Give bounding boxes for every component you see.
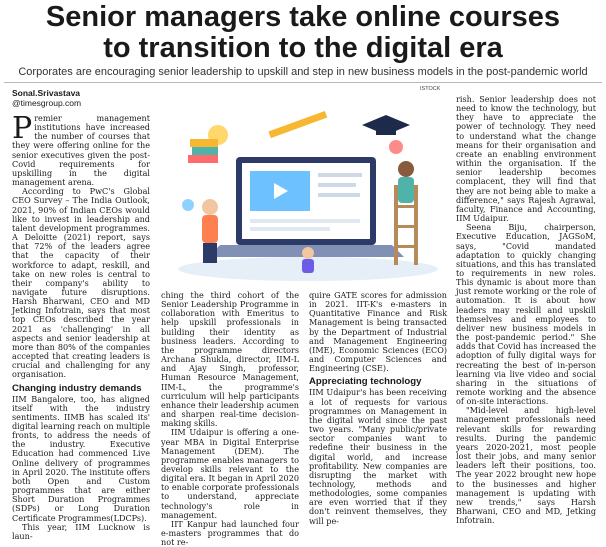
- paragraph: Seena Biju, chairperson, Executive Education, JAGSoM, says, "Covid mandated adaptation to quickly changing situations, and this has translated to requirements in new roles. This dynamic is about more than just remote working or the role of automation. It is about how leaders may reskill and upskill themselves and employees to deliver new business models in the post-pandemic period." She adds that Covid has increased the adoption of fully digital ways for recreating the best of in-person learning via live video and social sharing in the situations of remote working and the absence of on-site interactions.: [456, 222, 596, 407]
- paragraph: rish. Senior leadership does not need to know the technology, but they have to appreciate the power of technology. They need to understand what the change means for their organisation and create an enabling environment within the organisation. If the senior leadership becomes complacent, they will find that they are not being able to make a difference," says Rajesh Agrawal, faculty, Finance and Accounting, IIM Udaipur.: [456, 94, 596, 224]
- text-line: [250, 219, 360, 223]
- headline-line-2: to transition to the digital era: [103, 32, 503, 64]
- book-icon: [188, 155, 218, 163]
- paragraph: IIM Udaipur's has been receiving a lot of requests for various programmes on Management in the digital world since the past two years. "Many public/private sector companies want to redefine their business in the digital world, and increase profitability. New companies are disrupting the market with technology, methods and methodologies, some companies are even worried that if they don't reinvent themselves, they will pe-: [309, 387, 447, 526]
- decor-circle: [389, 140, 403, 154]
- text-line: [318, 173, 362, 177]
- photo-credit: ISTOCK: [420, 86, 441, 92]
- paragraph: "Mid-level and high-level management professionals need relevant skills for rewarding results. During the pandemic years 2020-2021, most people lost their jobs, and many senior leaders left their positions, too. The year 2022 brought new hope to the businesses and higher management is updating with new trends," says Harsh Bharwani, CEO and MD, Jetking Infotrain.: [456, 405, 596, 526]
- book-icon: [192, 147, 218, 155]
- byline-name: Sonal.Srivastava: [12, 88, 81, 98]
- headline-line-1: Senior managers take online courses: [45, 1, 561, 33]
- article-column-2: [161, 291, 299, 547]
- header-divider: [4, 82, 602, 83]
- text-line: [318, 183, 356, 187]
- person-body: [398, 177, 414, 203]
- person-head: [202, 199, 218, 215]
- text-line: [250, 227, 330, 231]
- ladder-rung: [394, 205, 418, 208]
- paragraph: IIM Udaipur is offering a one-year MBA in Digital Enterprise Management (DEM). The programme enables managers to develop skills relevant to the digital era. It began in April 2020 to enable corporate professionals to understand, appreciate technology's role in management.: [161, 427, 299, 520]
- text-line: [318, 193, 360, 197]
- paragraph: [12, 111, 150, 188]
- paragraph: IIT Kanpur had launched four e-masters programmes that do not re-: [161, 518, 299, 547]
- paragraph: This year, IIM Lucknow is laun-: [12, 521, 150, 541]
- article-column-4: [456, 95, 596, 525]
- ladder-rung: [394, 225, 418, 228]
- person-head: [398, 161, 414, 177]
- subheadline: Corporates are encouraging senior leadership to upskill and step in new business models in the post-pandemic world: [18, 66, 588, 78]
- drop-cap: P: [12, 111, 33, 146]
- book-icon: [190, 139, 218, 147]
- paragraph-text: remier management institutions have increased the number of courses that they were offering online for the senior executives given the post-Covid requirements for upskilling in the digital management arena.: [12, 113, 150, 188]
- paragraph: quire GATE scores for admission in 2021. IIT-K's e-masters in Quantitative Finance and Risk Management is being transacted by the Department of Industrial and Management Engineering (IME), Economic Sciences (ECO) and Computer Sciences and Engineering (CSE).: [309, 290, 447, 374]
- graduation-cap-base: [376, 127, 396, 135]
- paragraph: According to PwC's Global CEO Survey – The India Outlook, 2021, 90% of Indian CEOs would like to invest in leadership and talent development programmes. A Deloitte (2021) report, says that 72% of the leaders agree that the capacity of their workforce to adapt, reskill, and take on new roles is central to their company's ability to navigate future disruptions. Harsh Bharwani, CEO and MD Jetking Infotrain, says that most top CEOs described the year 2021 as 'challenging' in all aspects and senior leadership at more than 80% of the companies accepted that creating leaders is crucial and challenging for any organisation.: [12, 186, 150, 380]
- person-body: [302, 259, 314, 273]
- section-heading: Appreciating technology: [309, 376, 422, 388]
- person-legs: [203, 243, 217, 263]
- ladder-rung: [394, 245, 418, 248]
- paragraph: ching the third cohort of the Senior Leadership Programme in collaboration with Emeritus to help upskill professionals in building their identity as business leaders. According to the programme directors Archana Shukla, director, IIM-L and Ajay Singh, professor, Human Resource Management, IIM-L, the programme's curriculum will help participants enhance their leadership acumen and sharpen real-time decision-making skills.: [161, 290, 299, 429]
- headline: [0, 2, 606, 64]
- byline-email: @timesgroup.com: [12, 98, 82, 108]
- section-heading: Changing industry demands: [12, 382, 142, 394]
- paragraph: IIM Bangalore, too, has aligned itself with the industry sentiments. IIMB has scaled its' digital learning reach on multiple fronts, to address the needs of the industry. Executive Education had commenced Live Online delivery of programmes in April 2020. The institute offers both Open and Custom programmes that are either Short Duration Programmes (SDPs) or Long Duration Certificate Programmes(LDCPs).: [12, 393, 150, 523]
- article-column-1: [12, 88, 150, 541]
- pencil-icon: [268, 111, 327, 138]
- person-body: [202, 215, 218, 243]
- online-learning-illustration: [158, 95, 448, 285]
- article-column-3: [309, 291, 447, 526]
- person-head: [302, 247, 314, 259]
- decor-circle: [182, 199, 194, 211]
